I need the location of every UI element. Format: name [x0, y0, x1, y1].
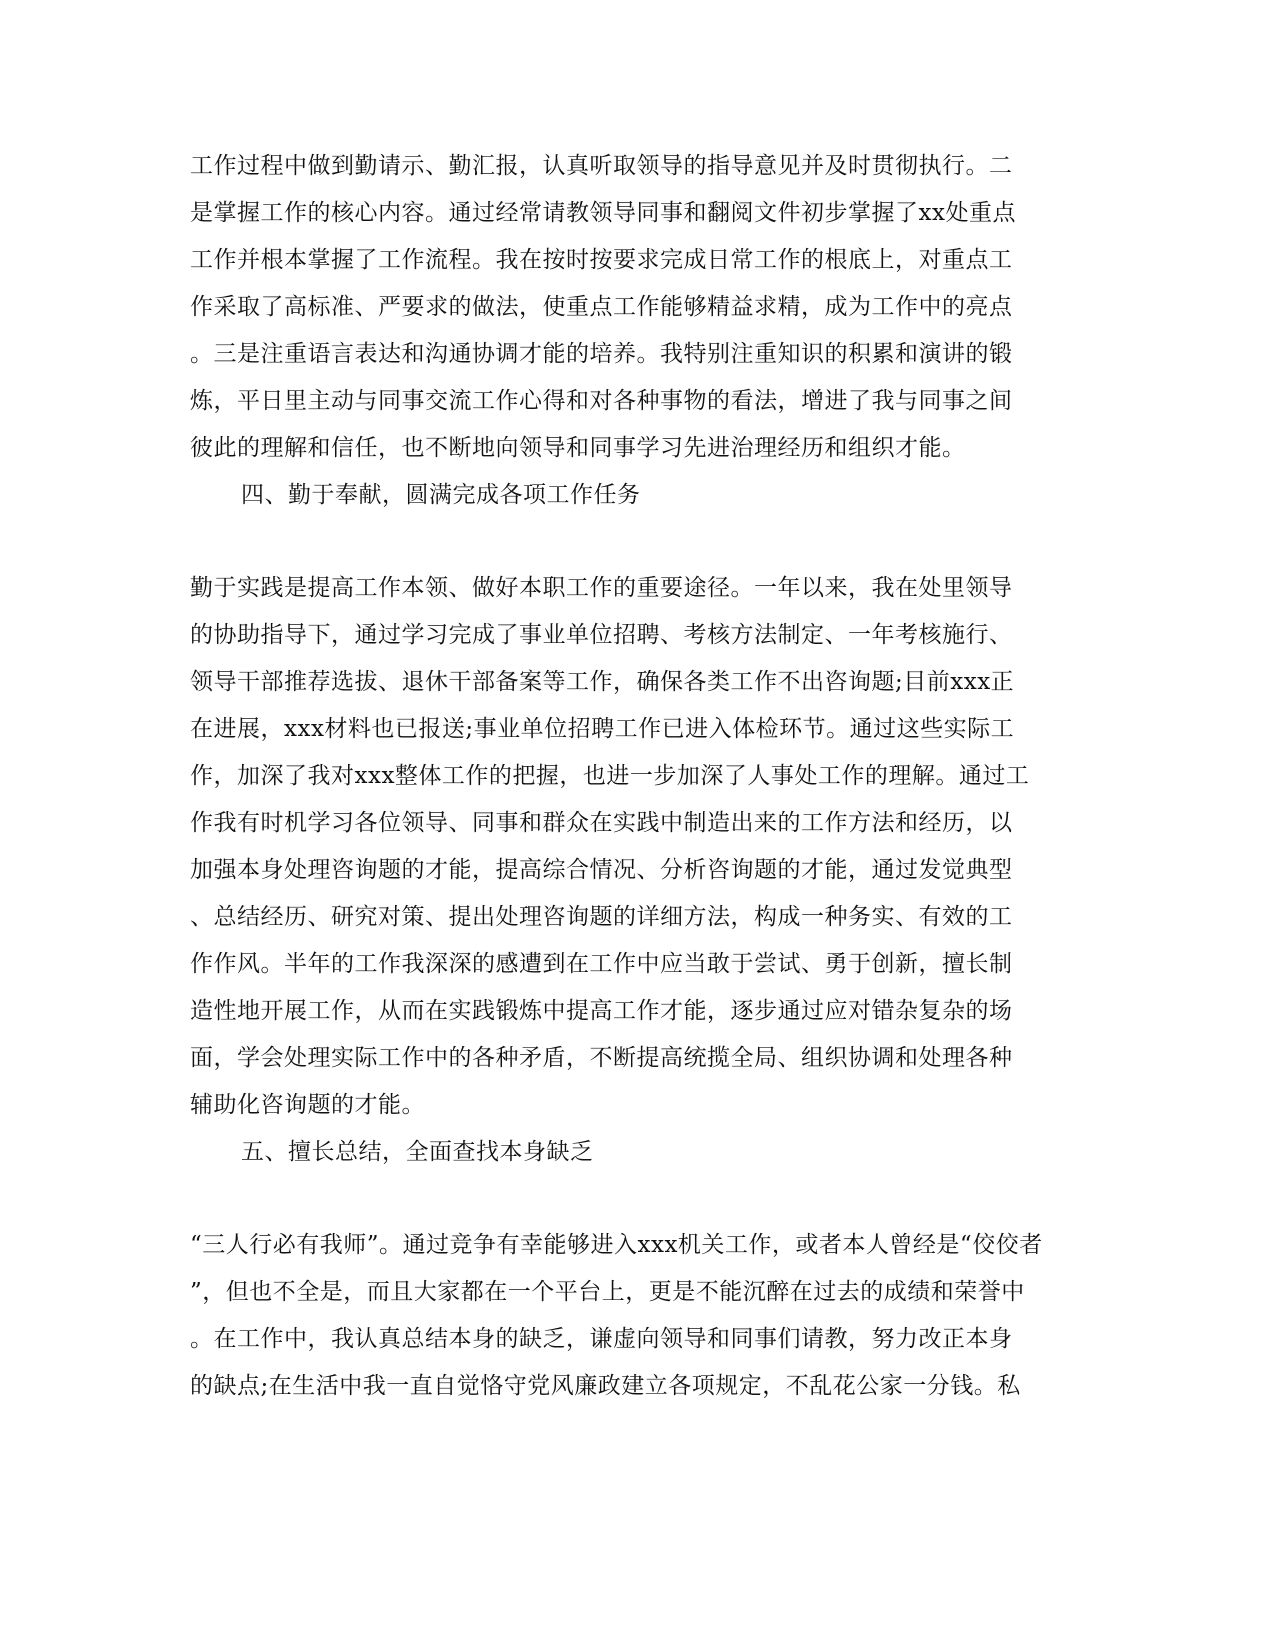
- paragraph-line: 在进展，xxx材料也已报送;事业单位招聘工作已进入体检环节。通过这些实际工: [190, 716, 1015, 742]
- paragraph-line: 工作过程中做到勤请示、勤汇报，认真听取领导的指导意见并及时贯彻执行。二: [190, 153, 1013, 179]
- paragraph-line: 作作风。半年的工作我深深的感遭到在工作中应当敢于尝试、勇于创新，擅长制: [190, 951, 1013, 977]
- section-heading: 四、勤于奉献，圆满完成各项工作任务: [241, 482, 641, 508]
- paragraph-line: 。三是注重语言表达和沟通协调才能的培养。我特别注重知识的积累和演讲的锻: [190, 341, 1013, 367]
- paragraph-line: 辅助化咨询题的才能。: [190, 1092, 425, 1118]
- paragraph-line: 炼，平日里主动与同事交流工作心得和对各种事物的看法，增进了我与同事之间: [190, 388, 1013, 414]
- paragraph-line: 面，学会处理实际工作中的各种矛盾，不断提高统揽全局、组织协调和处理各种: [190, 1045, 1013, 1071]
- paragraph-line: ”，但也不全是，而且大家都在一个平台上，更是不能沉醉在过去的成绩和荣誉中: [190, 1279, 1025, 1305]
- paragraph-line: 作我有时机学习各位领导、同事和群众在实践中制造出来的工作方法和经历，以: [190, 810, 1013, 836]
- paragraph-line: 是掌握工作的核心内容。通过经常请教领导同事和翻阅文件初步掌握了xx处重点: [190, 200, 1016, 226]
- paragraph-line: 造性地开展工作，从而在实践锻炼中提高工作才能，逐步通过应对错杂复杂的场: [190, 998, 1013, 1024]
- section-heading: 五、擅长总结，全面查找本身缺乏: [241, 1139, 594, 1165]
- paragraph-line: 作，加深了我对xxx整体工作的把握，也进一步加深了人事处工作的理解。通过工: [190, 763, 1030, 789]
- paragraph-line: 工作并根本掌握了工作流程。我在按时按要求完成日常工作的根底上，对重点工: [190, 247, 1013, 273]
- paragraph-line: 彼此的理解和信任，也不断地向领导和同事学习先进治理经历和组织才能。: [190, 435, 966, 461]
- paragraph-line: 的协助指导下，通过学习完成了事业单位招聘、考核方法制定、一年考核施行、: [190, 622, 1013, 648]
- paragraph-line: 、总结经历、研究对策、提出处理咨询题的详细方法，构成一种务实、有效的工: [190, 904, 1013, 930]
- paragraph-line: 作采取了高标准、严要求的做法，使重点工作能够精益求精，成为工作中的亮点: [190, 294, 1013, 320]
- paragraph-line: 。在工作中，我认真总结本身的缺乏，谦虚向领导和同事们请教，努力改正本身: [190, 1326, 1013, 1352]
- paragraph-line: 加强本身处理咨询题的才能，提高综合情况、分析咨询题的才能，通过发觉典型: [190, 857, 1013, 883]
- paragraph-line: 的缺点;在生活中我一直自觉恪守党风廉政建立各项规定，不乱花公家一分钱。私: [190, 1373, 1021, 1399]
- paragraph-line: 勤于实践是提高工作本领、做好本职工作的重要途径。一年以来，我在处里领导: [190, 575, 1013, 601]
- paragraph-line: “三人行必有我师”。通过竞争有幸能够进入xxx机关工作，或者本人曾经是“佼佼者: [190, 1232, 1043, 1258]
- paragraph-line: 领导干部推荐选拔、退休干部备案等工作，确保各类工作不出咨询题;目前xxx正: [190, 669, 1015, 695]
